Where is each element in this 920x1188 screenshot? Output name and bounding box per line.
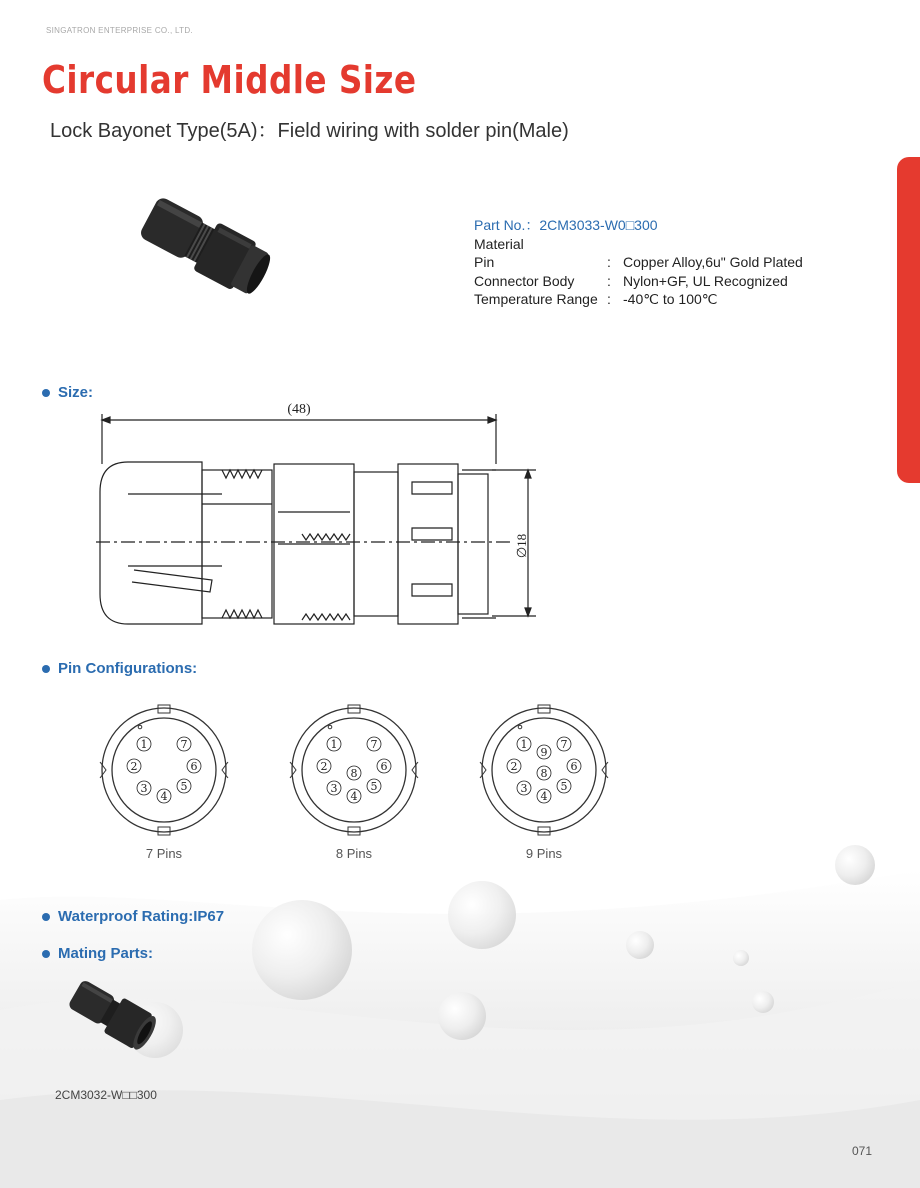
material-heading: Material	[474, 235, 524, 252]
bullet-icon	[42, 665, 50, 673]
size-heading: Size:	[42, 384, 93, 401]
length-dimension-label: (48)	[287, 402, 311, 417]
spec-separator: :	[607, 272, 611, 289]
pin-label: 2	[510, 760, 518, 773]
spec-separator: :	[607, 291, 611, 307]
mating-parts-heading: Mating Parts:	[42, 945, 153, 962]
spec-row-connector-body	[474, 272, 803, 291]
company-name: SINGATRON ENTERPRISE CO., LTD.	[46, 26, 193, 35]
dimension-drawing	[92, 394, 552, 634]
mating-part-photo	[60, 978, 170, 1058]
waterproof-heading: Waterproof Rating:IP67	[42, 908, 224, 925]
pin-label: 8	[540, 767, 548, 780]
pin-label: 6	[380, 760, 388, 773]
side-tab	[897, 157, 920, 483]
bullet-icon	[42, 913, 50, 921]
spec-label: Connector Body	[474, 272, 575, 289]
pin-label: 6	[190, 760, 198, 773]
pin-diagram-7	[94, 700, 234, 840]
pin-label: 5	[560, 780, 568, 793]
pin-label: 8	[350, 767, 358, 780]
pin-label: 3	[140, 782, 148, 795]
pin-label: 4	[350, 790, 358, 803]
pin-config-heading: Pin Configurations:	[42, 660, 197, 677]
pin-label: 1	[330, 738, 338, 751]
pin-label: 7	[560, 738, 568, 751]
pin-count-label-7: 7 Pins	[145, 846, 183, 861]
pin-label: 2	[130, 760, 138, 773]
pin-count-label-8: 8 Pins	[335, 846, 373, 861]
pin-diagram-8	[284, 700, 424, 840]
pin-label: 7	[180, 738, 188, 751]
pin-label: 1	[520, 738, 528, 751]
product-photo	[124, 193, 284, 313]
page-title: Circular Middle Size	[42, 58, 417, 102]
pin-label: 1	[140, 738, 148, 751]
pin-diagram-9	[474, 700, 614, 840]
pin-count-label-9: 9 Pins	[525, 846, 563, 861]
pin-label: 5	[370, 780, 378, 793]
pin-label: 7	[370, 738, 378, 751]
spec-separator: :	[607, 254, 611, 270]
page-number: 071	[852, 1144, 873, 1158]
pin-label: 6	[570, 760, 578, 773]
spec-row-temperature	[474, 290, 803, 309]
spec-value: Nylon+GF, UL Recognized	[623, 272, 788, 289]
page-subtitle: Lock Bayonet Type(5A)：Field wiring with solder pin(Male)	[50, 120, 569, 142]
spec-value: -40℃ to 100℃	[623, 291, 718, 307]
spec-value: Copper Alloy,6u" Gold Plated	[623, 254, 803, 270]
diameter-dimension-label: ∅18	[514, 533, 529, 559]
spec-block	[474, 216, 803, 309]
pin-label: 5	[180, 780, 188, 793]
mating-part-number: 2CM3032-W□□300	[55, 1088, 157, 1102]
pin-label: 9	[540, 746, 548, 759]
pin-label: 4	[160, 790, 168, 803]
spec-label: Pin	[474, 254, 495, 270]
part-number: Part No.：2CM3033-W0□300	[474, 217, 658, 233]
pin-label: 4	[540, 790, 548, 803]
bullet-icon	[42, 389, 50, 397]
spec-label: Temperature Range	[474, 291, 598, 307]
spec-row-pin	[474, 253, 803, 272]
pin-label: 2	[320, 760, 328, 773]
bullet-icon	[42, 950, 50, 958]
pin-label: 3	[330, 782, 338, 795]
pin-label: 3	[520, 782, 528, 795]
